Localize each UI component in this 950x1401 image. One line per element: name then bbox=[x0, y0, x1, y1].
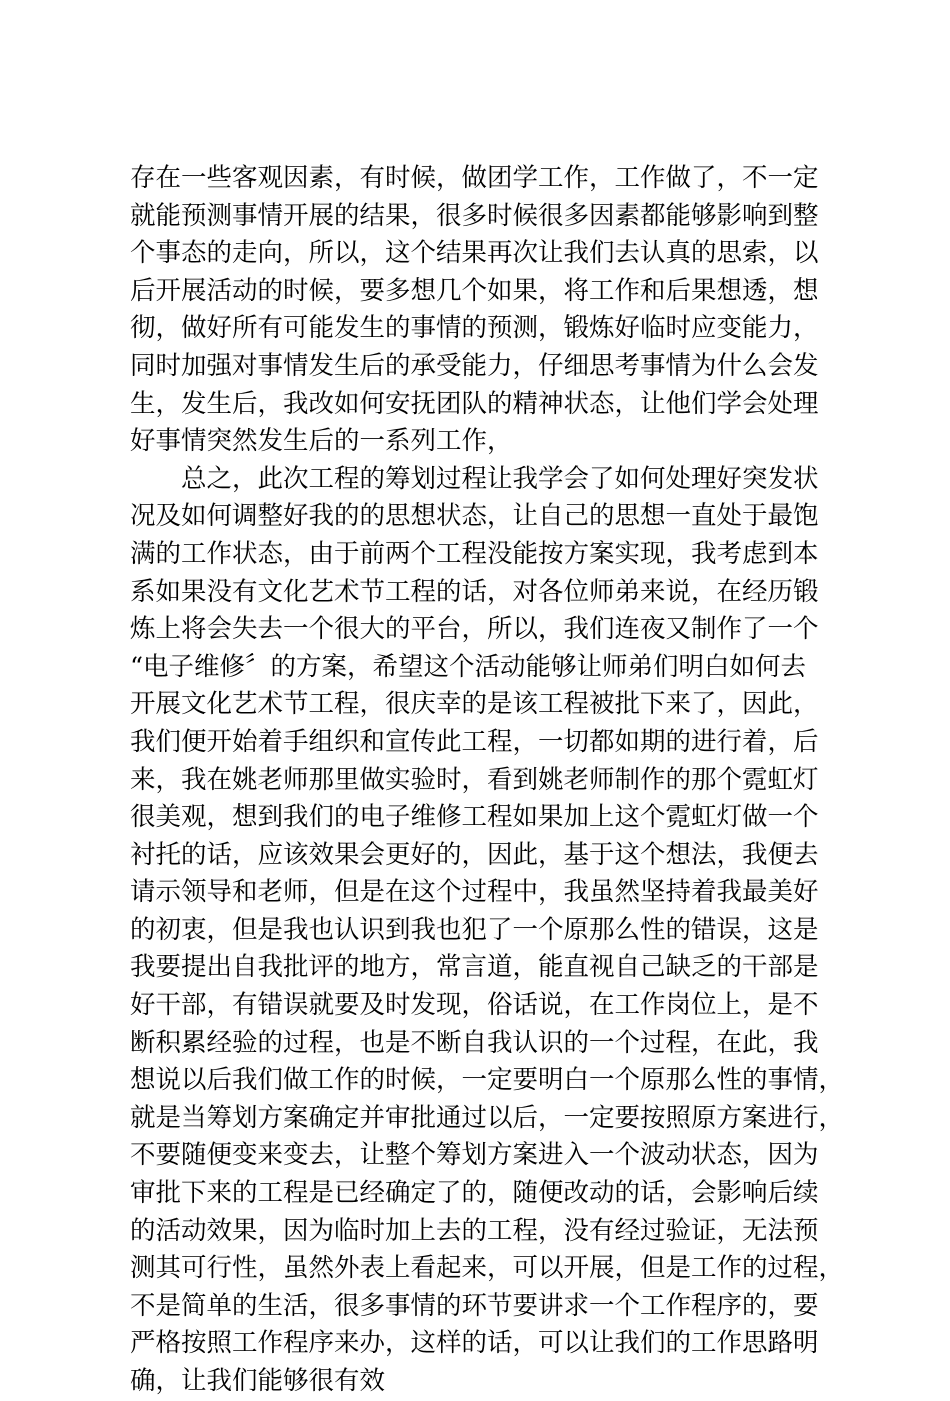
text-line: 存在一些客观因素，有时候，做团学工作，工作做了，不一定 bbox=[130, 163, 819, 193]
text-line: 的初衷，但是我也认识到我也犯了一个原那么性的错误，这是 bbox=[130, 914, 819, 945]
text-line: 我们便开始着手组织和宣传此工程，一切都如期的进行着，后 bbox=[130, 726, 819, 757]
text-line: 个事态的走向，所以，这个结果再次让我们去认真的思索，以 bbox=[130, 238, 819, 269]
text-line: 请示领导和老师，但是在这个过程中，我虽然坚持着我最美好 bbox=[130, 877, 819, 908]
text-line: 就能预测事情开展的结果，很多时候很多因素都能够影响到整 bbox=[130, 200, 819, 231]
text-line: 况及如何调整好我的的思想状态，让自己的思想一直处于最饱 bbox=[130, 501, 819, 532]
text-line: “电子维修〞的方案，希望这个活动能够让师弟们明白如何去 bbox=[130, 651, 807, 682]
text-line: 生，发生后，我改如何安抚团队的精神状态，让他们学会处理 bbox=[130, 388, 819, 419]
text-line: 就是当筹划方案确定并审批通过以后，一定要按照原方案进行， bbox=[130, 1102, 845, 1133]
text-line: 好事情突然发生后的一系列工作， bbox=[130, 426, 513, 457]
text-line: 满的工作状态，由于前两个工程没能按方案实现，我考虑到本 bbox=[130, 538, 819, 569]
body-text bbox=[130, 160, 845, 1401]
text-line: 系如果没有文化艺术节工程的话，对各位师弟来说，在经历锻 bbox=[130, 576, 819, 607]
text-line: 不要随便变来变去，让整个筹划方案进入一个波动状态，因为 bbox=[130, 1140, 819, 1171]
text-line: 很美观，想到我们的电子维修工程如果加上这个霓虹灯做一个 bbox=[130, 802, 819, 833]
text-line: 后开展活动的时候，要多想几个如果，将工作和后果想透，想 bbox=[130, 275, 819, 306]
text-line: 审批下来的工程是已经确定了的，随便改动的话，会影响后续 bbox=[130, 1178, 819, 1209]
text-line: 想说以后我们做工作的时候，一定要明白一个原那么性的事情， bbox=[130, 1065, 845, 1096]
text-line: 好干部，有错误就要及时发现，俗话说，在工作岗位上，是不 bbox=[130, 990, 819, 1021]
text-line: 确，让我们能够很有效 bbox=[130, 1366, 386, 1396]
text-line: 我要提出自我批评的地方，常言道，能直视自己缺乏的干部是 bbox=[130, 952, 819, 983]
text-line: 不是简单的生活，很多事情的环节要讲求一个工作程序的，要 bbox=[130, 1290, 819, 1321]
text-line: 严格按照工作程序来办，这样的话，可以让我们的工作思路明 bbox=[130, 1328, 819, 1359]
text-line: 同时加强对事情发生后的承受能力，仔细思考事情为什么会发 bbox=[130, 350, 819, 381]
text-line: 开展文化艺术节工程，很庆幸的是该工程被批下来了，因此， bbox=[130, 689, 819, 720]
paragraph-start-line: 总之，此次工程的筹划过程让我学会了如何处理好突发状 bbox=[181, 463, 819, 494]
text-line: 断积累经验的过程，也是不断自我认识的一个过程，在此，我 bbox=[130, 1027, 819, 1058]
text-line: 炼上将会失去一个很大的平台，所以，我们连夜又制作了一个 bbox=[130, 614, 819, 645]
text-line: 彻，做好所有可能发生的事情的预测，锻炼好临时应变能力， bbox=[130, 313, 819, 344]
text-line: 衬托的话，应该效果会更好的，因此，基于这个想法，我便去 bbox=[130, 839, 819, 870]
text-line: 来，我在姚老师那里做实验时，看到姚老师制作的那个霓虹灯 bbox=[130, 764, 819, 795]
text-line: 的活动效果，因为临时加上去的工程，没有经过验证，无法预 bbox=[130, 1215, 819, 1246]
text-line: 测其可行性，虽然外表上看起来，可以开展，但是工作的过程， bbox=[130, 1253, 845, 1284]
